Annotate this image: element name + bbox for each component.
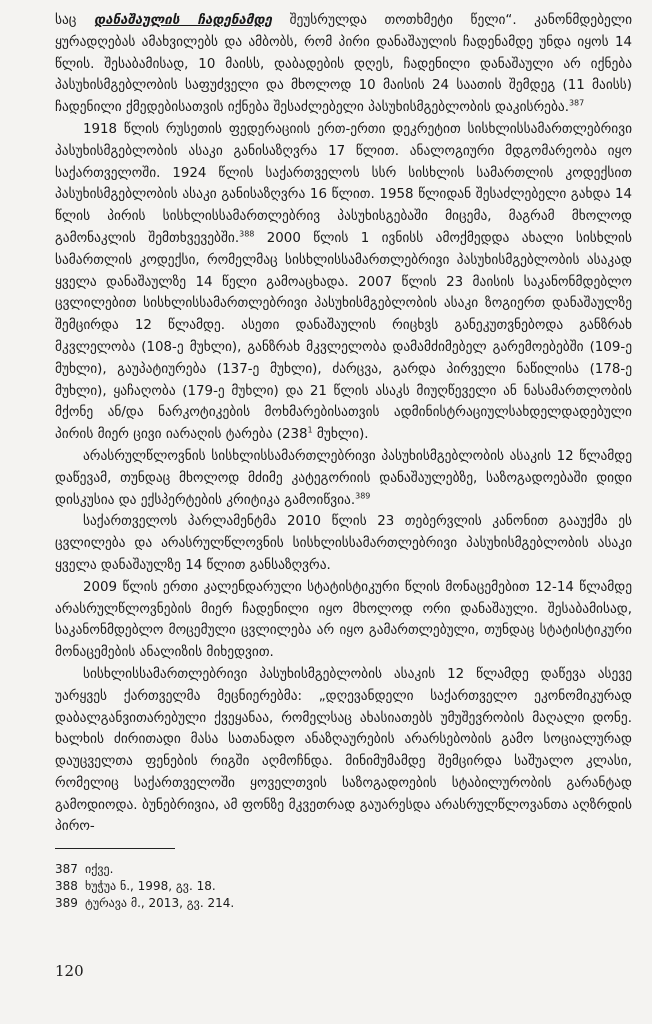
page-number: 120 xyxy=(55,962,84,980)
footnote-divider xyxy=(55,848,175,849)
paragraph-text: მუხლი). xyxy=(312,427,369,443)
paragraph-text: საქართველოს პარლამენტმა 2010 წლის 23 თებერვლის კანონით გააუქმა ეს ცვლილება და არასრულწლოვნის სისხლისსამართლებრივი პასუხისმგებლობის ასაკი ყველა დანაშაულზე 14 წლით განსაზღვრა. xyxy=(55,514,632,573)
footnote-ref: 1 xyxy=(307,425,313,435)
footnote xyxy=(55,861,632,878)
footnote-text: ხუჭუა ნ., 1998, გვ. 18. xyxy=(85,879,216,894)
paragraph xyxy=(55,119,632,446)
footnote-number: 389 xyxy=(55,896,78,911)
footnote-text: ტურავა მ., 2013, გვ. 214. xyxy=(85,896,235,911)
paragraph xyxy=(55,10,632,119)
paragraph-text: საც xyxy=(55,13,95,28)
paragraph-text: 2000 წლის 1 ივნისს ამოქმედდა ახალი სისხლის სამართლის კოდექსი, რომელმაც სისხლისსამართლებრივი პასუხისმგებლობის ასაკად ყველა დანაშაულზე 14 წელი გამოაცხადა. 2007 წლის 23 მაისის საკანონმდებლო ცვლილებით სისხლისსამართლებრივი პასუხისმგებლობის ასაკი ზოგიერთ დანაშაულზე შემცირდა 12 წლამდე. ასეთი დანაშაულის რიცხვს განეკუთვნებოდა განზრახ მკვლელობა (108-ე მუხლი), განზრახ მკვლელობა დამამძიმებელ გარემოებებში (109-ე მუხლი), გაუპატიურება (137-ე მუხლი), ძარცვა, გარდა პირველი ნაწილისა (178-ე მუხლი), ყაჩაღობა (179-ე მუხლი) და 21 წლის ასაკს მიუღწეველი ან ნასამართლობის მქონე ან/და ნარკოტიკების მოხმარებისათვის ადმინისტრაციულსახდელდადებული პირის მიერ ცივი იარაღის ტარება (238 xyxy=(55,230,632,443)
paragraph-text: სისხლისსამართლებრივი პასუხისმგებლობის ასაკის 12 წლამდე დაწევა ასევე უარყვეს ქართველმა მეცნიერებმა: „დღევანდელი საქართველო ეკონომიკურად დაბალგანვითარებული ქვეყანაა, რომელსაც ახასიათებს უმუშევრობის მაღალი დონე. ხალხის ძირითადი მასა სათანადო ანაზღაურების არარსებობის გამო სოციალურად დაუცველთა ფენების რიგში აღმოჩნდა. მინიმუმამდე შემცირდა საშუალო კლასი, რომელიც საქართველოში ყოველთვის საზოგადოების სტაბილურობის გარანტად გამოდიოდა. ბუნებრივია, ამ ფონზე მკვეთრად გაუარესდა არასრულწლოვანთა აღზრდის პირო- xyxy=(55,666,632,835)
footnote-number: 387 xyxy=(55,862,78,877)
paragraph xyxy=(55,446,632,511)
footnote xyxy=(55,878,632,895)
footnote-ref: 389 xyxy=(355,491,371,501)
footnote-ref: 388 xyxy=(239,229,255,239)
footnote-text: იქვე. xyxy=(85,862,114,877)
paragraph xyxy=(55,664,632,838)
paragraph xyxy=(55,511,632,576)
emphasized-text: დანაშაულის ჩადენამდე xyxy=(94,13,273,28)
paragraph-text: 2009 წლის ერთი კალენდარული სტატისტიკური წლის მონაცემებით 12-14 წლამდე არასრულწლოვნების მიერ ჩადენილი იყო მხოლოდ ორი დანაშაული. შესაბამისად, საკანონმდებლო მოცემული ცვლილება არ იყო გამართლებული, თუნდაც სტატისტიკური მონაცემების ანალიზის მიხედვით. xyxy=(55,579,632,661)
footnote xyxy=(55,895,632,912)
body-text xyxy=(55,10,632,838)
paragraph xyxy=(55,577,632,664)
paragraph-text: შეუსრულდა თოთხმეტი წელი“. კანონმდებელი ყურადღებას ამახვილებს და ამბობს, რომ პირი დანაშაულის ჩადენამდე უნდა იყოს 14 წლის. შესაბამისად, 10 მაისს, დაბადების დღეს, ჩადენილი დანაშაული არ იქნება პასუხისმგებლობის საფუძველი და მხოლოდ 10 მაისის 24 საათის შემდეგ (11 მაისს) ჩადენილი ქმედებისათვის იქნება შესაძლებელი პასუხისმგებლობის დაკისრება. xyxy=(55,13,633,116)
paragraph-text: არასრულწლოვნის სისხლისსამართლებრივი პასუხისმგებლობის ასაკის 12 წლამდე დაწევამ, თუნდაც მხოლოდ მძიმე კატეგორიის დანაშაულებზე, საზოგადოებაში დიდი დისკუსია და ექსპერტების კრიტიკა გამოიწვია. xyxy=(55,448,632,508)
footnote-number: 388 xyxy=(55,879,78,894)
footnotes xyxy=(55,861,632,912)
footnote-ref: 387 xyxy=(568,98,585,108)
paragraph-text: 1918 წლის რუსეთის ფედერაციის ერთ-ერთი დეკრეტით სისხლისსამართლებრივი პასუხისმგებლობის ასაკი განისაზღვრა 17 წლით. ანალოგიური მდგომარეობა იყო საქართველოში. 1924 წლის საქართველოს სსრ სისხლის სამართლის კოდექსით პასუხისმგებლობის ასაკი განისაზღვრა 16 წლით. 1958 წლიდან შესაძლებელი გახდა 14 წლის პირის სისხლისსამართლებრივ პასუხისგებაში მიცემა, მაგრამ მხოლოდ გამონაკლის შემთხვევებში. xyxy=(55,121,632,246)
